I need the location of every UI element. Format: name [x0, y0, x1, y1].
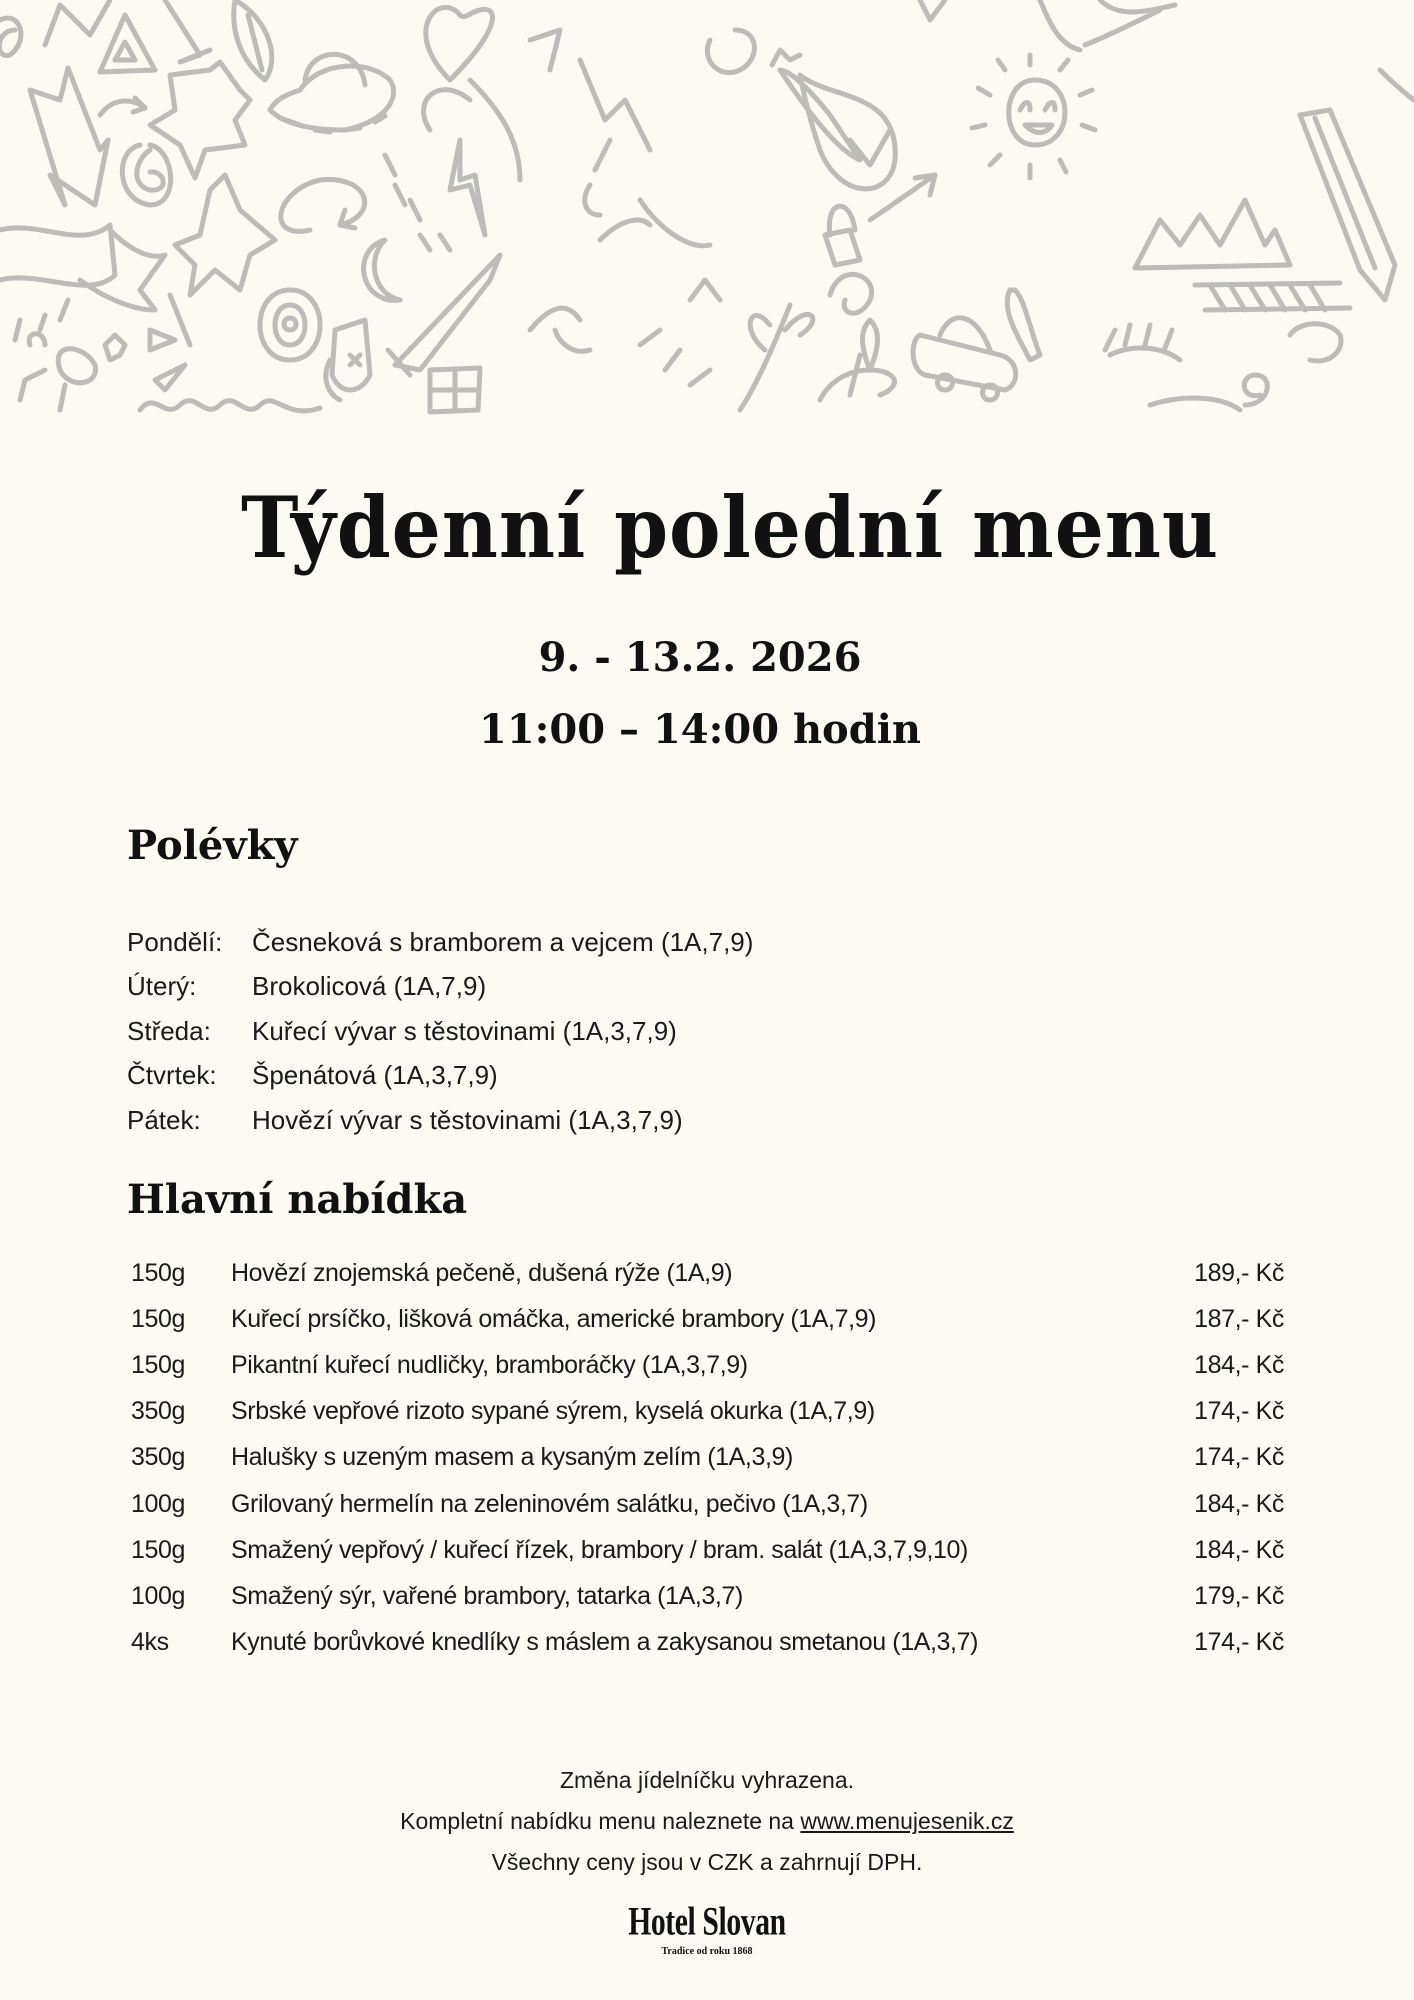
dish-portion: 350g [131, 1443, 186, 1472]
page-title: Týdenní polední menu [240, 478, 1220, 577]
dish-portion: 100g [131, 1489, 186, 1518]
dish-price: 179,- Kč [1194, 1581, 1284, 1610]
main-dish-row [131, 1527, 1284, 1573]
main-dish-row [131, 1620, 1284, 1666]
soup-name: Hovězí vývar s těstovinami (1A,3,7,9) [252, 1104, 683, 1135]
soups-heading: Polévky [127, 822, 298, 869]
dish-name: Kynuté borůvkové knedlíky s máslem a zakysanou smetanou (1A,3,7) [231, 1628, 979, 1657]
dish-price: 184,- Kč [1194, 1535, 1284, 1564]
soup-list [127, 920, 753, 1143]
soup-day: Středa: [127, 1015, 211, 1046]
dish-portion: 150g [131, 1535, 186, 1564]
dish-name: Smažený sýr, vařené brambory, tatarka (1A,3,7) [231, 1581, 743, 1610]
dish-price: 174,- Kč [1194, 1397, 1284, 1426]
hotel-name: Hotel Slovan [628, 1899, 786, 1945]
doodle-pattern-icon [0, 0, 1414, 430]
date-range: 9. - 13.2. 2026 [538, 634, 862, 681]
dish-name: Srbské vepřové rizoto sypané sýrem, kyselá okurka (1A,7,9) [231, 1397, 875, 1426]
dish-price: 187,- Kč [1194, 1304, 1284, 1333]
hotel-tagline: Tradice od roku 1868 [661, 1946, 753, 1957]
soup-day: Pondělí: [127, 926, 223, 957]
main-dish-row [131, 1389, 1284, 1435]
soup-name: Špenátová (1A,3,7,9) [252, 1060, 498, 1091]
soup-name: Kuřecí vývar s těstovinami (1A,3,7,9) [252, 1015, 677, 1046]
dish-price: 189,- Kč [1194, 1258, 1284, 1287]
doodle-banner [0, 0, 1414, 430]
dish-portion: 150g [131, 1258, 186, 1287]
dish-price: 174,- Kč [1194, 1443, 1284, 1472]
main-dish-row [131, 1573, 1284, 1619]
soup-day: Čtvrtek: [127, 1060, 217, 1091]
soup-name: Česneková s bramborem a vejcem (1A,7,9) [252, 926, 754, 957]
main-dish-row [131, 1296, 1284, 1342]
hotel-logo [0, 1900, 1414, 1957]
price-notice: Všechny ceny jsou v CZK a zahrnují DPH. [491, 1849, 923, 1875]
soup-day: Pátek: [127, 1104, 201, 1135]
main-dish-row [131, 1435, 1284, 1481]
serving-hours: 11:00 – 14:00 hodin [479, 706, 921, 753]
dish-name: Smažený vepřový / kuřecí řízek, brambory / bram. salát (1A,3,7,9,10) [231, 1535, 968, 1564]
main-dish-row [131, 1481, 1284, 1527]
main-dish-row [131, 1250, 1284, 1296]
soup-row [127, 1054, 753, 1099]
soup-row [127, 920, 753, 965]
dish-price: 174,- Kč [1194, 1628, 1284, 1657]
dish-name: Hovězí znojemská pečeně, dušená rýže (1A,9) [231, 1258, 733, 1287]
website-link[interactable]: www.menujesenik.cz [800, 1808, 1014, 1834]
dish-price: 184,- Kč [1194, 1489, 1284, 1518]
soup-row [127, 1098, 753, 1143]
dish-name: Kuřecí prsíčko, lišková omáčka, americké brambory (1A,7,9) [231, 1304, 877, 1333]
dish-portion: 4ks [131, 1628, 169, 1657]
dish-name: Halušky s uzeným masem a kysaným zelím (1A,3,9) [231, 1443, 793, 1472]
main-dish-row [131, 1342, 1284, 1388]
mains-heading: Hlavní nabídka [127, 1176, 468, 1223]
dish-portion: 100g [131, 1581, 186, 1610]
soup-day: Úterý: [127, 971, 197, 1002]
dish-name: Pikantní kuřecí nudličky, bramboráčky (1A,3,7,9) [231, 1350, 748, 1379]
soup-row [127, 965, 753, 1010]
website-notice [0, 1801, 1414, 1842]
dish-name: Grilovaný hermelín na zeleninovém salátku, pečivo (1A,3,7) [231, 1489, 868, 1518]
website-notice-text: Kompletní nabídku menu naleznete na [400, 1808, 801, 1834]
main-dish-list [131, 1250, 1284, 1666]
dish-price: 184,- Kč [1194, 1350, 1284, 1379]
dish-portion: 150g [131, 1304, 186, 1333]
footer [0, 1760, 1414, 1883]
soup-name: Brokolicová (1A,7,9) [252, 971, 487, 1002]
soup-row [127, 1009, 753, 1054]
menu-change-notice: Změna jídelníčku vyhrazena. [559, 1767, 855, 1793]
dish-portion: 150g [131, 1350, 186, 1379]
dish-portion: 350g [131, 1397, 186, 1426]
